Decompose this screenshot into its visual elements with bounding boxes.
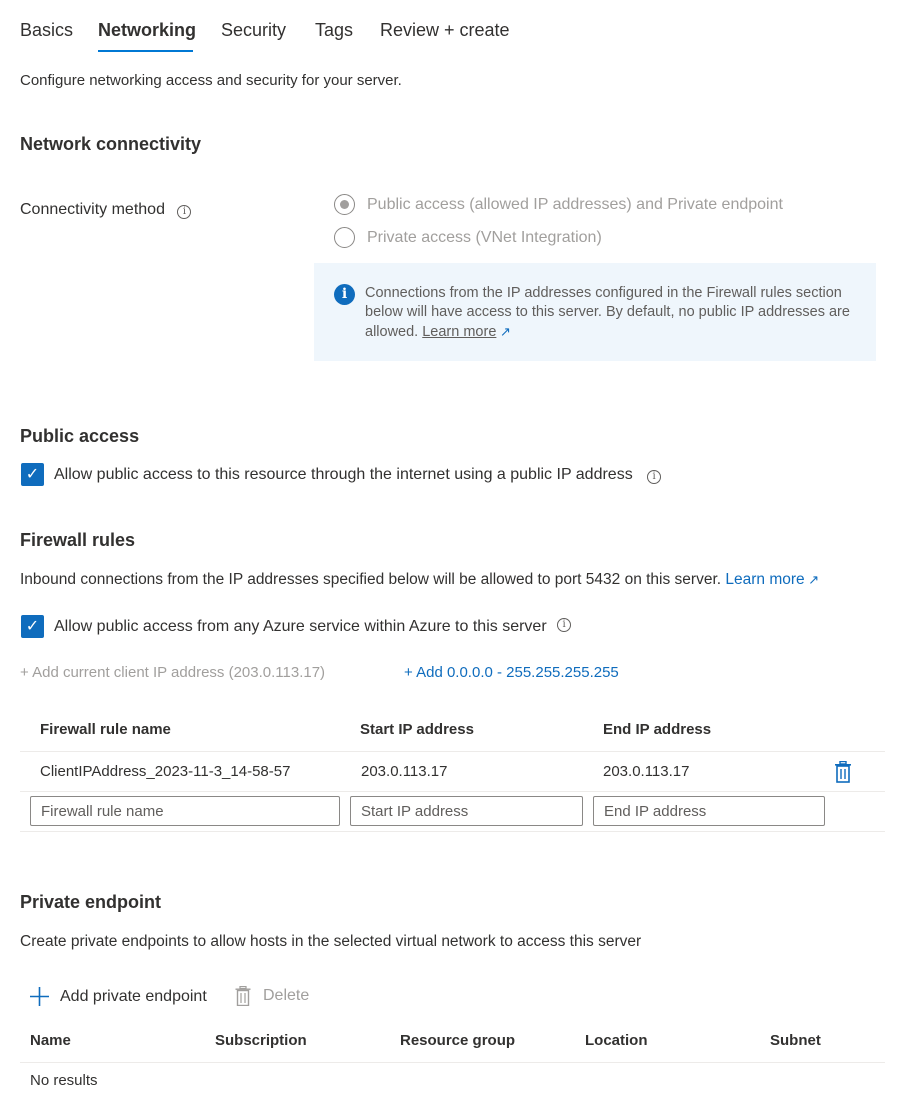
info-message [365,284,865,342]
connectivity-method-label [20,201,191,219]
firewall-rules-heading: Firewall rules [20,530,136,550]
azure-services-checkbox[interactable]: ✓ [21,615,44,638]
new-end-ip-input[interactable] [593,796,825,826]
firewall-learn-more-link[interactable] [725,571,819,588]
radio-private-access[interactable] [334,227,355,248]
divider [20,751,885,752]
private-endpoint-heading: Private endpoint [20,892,162,912]
public-access-checkbox-label [54,466,661,484]
info-message-text: Connections from the IP addresses configured in the Firewall rules section below will have access to this server. By default, no public IP addresses are allowed. [365,285,850,340]
info-learn-more-link[interactable] [422,324,496,340]
page-intro: Configure networking access and security for your server. [20,72,402,89]
network-connectivity-heading: Network connectivity [20,134,202,154]
delete-label: Delete [263,987,310,1004]
rule-name-cell: ClientIPAddress_2023-11-3_14-58-57 [40,763,291,780]
end-ip-cell: 203.0.113.17 [603,763,690,780]
divider [20,1062,885,1063]
radio-private-access-label: Private access (VNet Integration) [367,229,602,246]
info-icon[interactable]: i [647,470,661,484]
external-link-icon: ↗ [496,324,511,339]
column-header-subscription: Subscription [215,1032,307,1049]
info-message-box [314,263,876,361]
add-client-ip-button[interactable]: + Add current client IP address (203.0.113.17) [20,664,326,681]
active-tab-indicator [98,50,193,52]
connectivity-method-text: Connectivity method [20,201,165,218]
public-access-heading: Public access [20,426,140,446]
public-access-checkbox[interactable]: ✓ [21,463,44,486]
column-header-subnet: Subnet [770,1032,821,1049]
info-learn-more-text: Learn more [422,324,497,340]
tab-security[interactable]: Security [221,20,287,40]
new-start-ip-input[interactable] [350,796,583,826]
public-access-checkbox-text: Allow public access to this resource through the internet using a public IP address [54,466,633,483]
tab-networking[interactable]: Networking [98,20,197,40]
plus-icon [30,987,49,1006]
radio-public-access[interactable] [334,194,355,215]
column-header-rule-name: Firewall rule name [40,721,171,738]
radio-public-access-label: Public access (allowed IP addresses) and Private endpoint [367,196,783,213]
column-header-resource-group: Resource group [400,1032,516,1049]
trash-icon[interactable] [834,761,852,783]
firewall-learn-more-text: Learn more [725,571,805,588]
add-full-range-button[interactable]: + Add 0.0.0.0 - 255.255.255.255 [404,664,619,681]
column-header-start-ip: Start IP address [360,721,474,738]
info-filled-icon: i [334,284,355,305]
divider [20,791,885,792]
azure-services-checkbox-label [54,618,571,636]
trash-icon [235,986,251,1006]
info-icon[interactable]: i [557,618,571,632]
add-private-endpoint-label: Add private endpoint [60,987,207,1005]
info-icon[interactable]: i [177,205,191,219]
new-rule-name-input[interactable] [30,796,340,826]
add-private-endpoint-button[interactable] [30,987,207,1006]
azure-services-checkbox-text: Allow public access from any Azure service within Azure to this server [54,618,547,635]
firewall-description [20,571,819,589]
firewall-description-text: Inbound connections from the IP addresses specified below will be allowed to port 5432 on this server. [20,571,722,588]
column-header-name: Name [30,1032,71,1049]
column-header-end-ip: End IP address [603,721,712,738]
tab-review-create[interactable]: Review + create [380,20,510,40]
divider [20,831,885,832]
tab-tags[interactable]: Tags [315,20,354,40]
column-header-location: Location [585,1032,648,1049]
private-endpoint-description: Create private endpoints to allow hosts in the selected virtual network to access this server [20,933,642,950]
start-ip-cell: 203.0.113.17 [361,763,448,780]
delete-button[interactable] [235,986,309,1006]
external-link-icon: ↗ [804,572,820,587]
tab-basics[interactable]: Basics [20,20,74,40]
empty-state-text: No results [30,1072,98,1089]
